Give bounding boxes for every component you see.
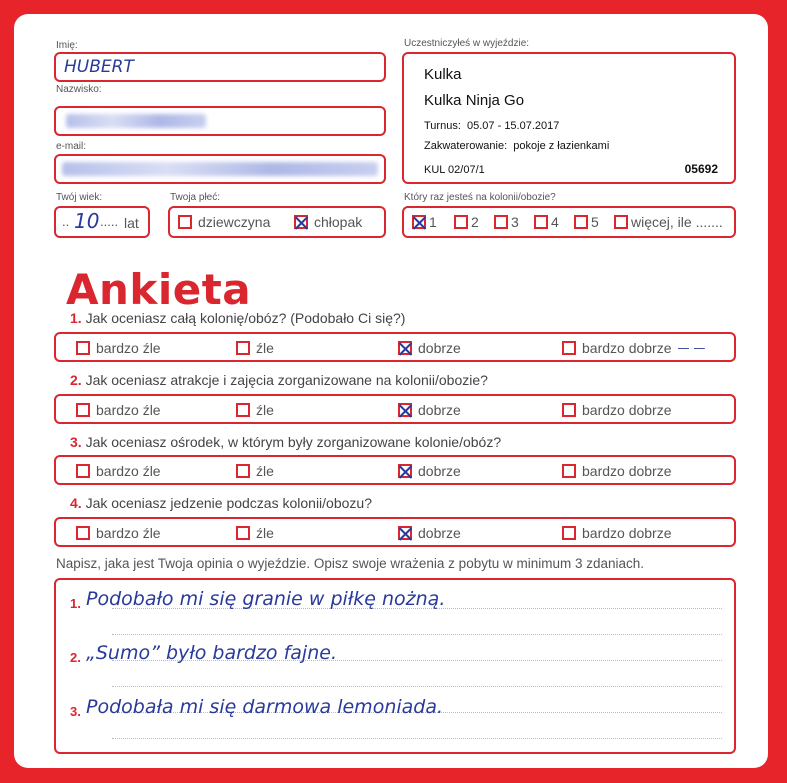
gender-option-boy[interactable]: chłopak (294, 214, 362, 230)
camp-org: Kulka (424, 66, 462, 83)
times-option-1[interactable]: 1 (412, 214, 437, 230)
option-very-bad[interactable]: bardzo źle (76, 463, 161, 479)
checkbox-icon[interactable] (76, 526, 90, 540)
form-sheet (14, 14, 768, 768)
comment-number-3: 3. (70, 704, 81, 719)
answer-row-2 (54, 394, 736, 424)
surname-label: Nazwisko: (56, 84, 102, 95)
opinion-prompt: Napisz, jaka jest Twoja opinia o wyjeździe. Opisz swoje wrażenia z pobytu w minimum 3 zdaniach. (56, 556, 645, 571)
camp-info-box (402, 52, 736, 184)
age-label: Twój wiek: (56, 192, 103, 203)
question-2: 2. Jak oceniasz atrakcje i zajęcia zorganizowane na kolonii/obozie? (70, 372, 488, 388)
checkbox-icon[interactable] (494, 215, 508, 229)
option-very-good[interactable]: bardzo dobrze (562, 402, 672, 418)
option-good[interactable]: dobrze (398, 463, 461, 479)
option-bad[interactable]: źle (236, 340, 274, 356)
option-very-good[interactable]: bardzo dobrze (562, 463, 672, 479)
question-1: 1. Jak oceniasz całą kolonię/obóz? (Podobało Ci się?) (70, 310, 406, 326)
opinion-box[interactable] (54, 578, 736, 754)
option-very-bad[interactable]: bardzo źle (76, 402, 161, 418)
option-bad[interactable]: źle (236, 525, 274, 541)
camp-label: Uczestniczyłeś w wyjeździe: (404, 38, 530, 49)
checkbox-icon[interactable] (236, 403, 250, 417)
name-label: Imię: (56, 40, 78, 51)
option-good[interactable]: dobrze (398, 340, 461, 356)
surname-field[interactable] (54, 106, 386, 136)
checkbox-icon[interactable] (76, 341, 90, 355)
camp-code: KUL 02/07/1 (424, 164, 485, 176)
answer-row-3 (54, 455, 736, 485)
writing-line (112, 634, 722, 635)
option-very-bad[interactable]: bardzo źle (76, 525, 161, 541)
checkbox-icon[interactable] (454, 215, 468, 229)
answer-row-4 (54, 517, 736, 547)
checkbox-icon[interactable] (534, 215, 548, 229)
times-option-5[interactable]: 5 (574, 214, 599, 230)
checked-checkbox-icon[interactable] (398, 341, 412, 355)
checkbox-icon[interactable] (236, 526, 250, 540)
checked-checkbox-icon[interactable] (412, 215, 426, 229)
camp-number: 05692 (684, 162, 718, 176)
camp-accommodation: Zakwaterowanie: pokoje z łazienkami (424, 140, 610, 152)
times-label: Który raz jesteś na kolonii/obozie? (404, 192, 556, 203)
checked-checkbox-icon[interactable] (398, 403, 412, 417)
comment-number-1: 1. (70, 596, 81, 611)
writing-line (112, 738, 722, 739)
email-field[interactable] (54, 154, 386, 184)
option-bad[interactable]: źle (236, 402, 274, 418)
option-very-bad[interactable]: bardzo źle (76, 340, 161, 356)
times-field[interactable] (402, 206, 736, 238)
checkbox-icon[interactable] (574, 215, 588, 229)
age-field[interactable] (54, 206, 150, 238)
question-3: 3. Jak oceniasz ośrodek, w którym były zorganizowane kolonie/obóz? (70, 434, 502, 450)
option-good[interactable]: dobrze (398, 525, 461, 541)
age-value: 10 (74, 209, 100, 233)
option-very-good[interactable]: bardzo dobrze — — (562, 340, 705, 356)
email-label: e-mail: (56, 141, 87, 152)
comment-2: „Sumo” było bardzo fajne. (86, 642, 337, 664)
times-option-more[interactable]: więcej, ile ....... (614, 214, 723, 230)
checkbox-icon[interactable] (562, 341, 576, 355)
checkbox-icon[interactable] (562, 464, 576, 478)
age-dots: .. (62, 214, 70, 229)
surname-redacted (66, 114, 206, 128)
comment-1: Podobało mi się granie w piłkę nożną. (86, 588, 446, 610)
option-bad[interactable]: źle (236, 463, 274, 479)
checked-checkbox-icon[interactable] (294, 215, 308, 229)
comment-number-2: 2. (70, 650, 81, 665)
email-redacted (62, 162, 378, 176)
name-field[interactable] (54, 52, 386, 82)
option-good[interactable]: dobrze (398, 402, 461, 418)
name-value: HUBERT (64, 57, 134, 77)
gender-field[interactable] (168, 206, 386, 238)
checkbox-icon[interactable] (236, 341, 250, 355)
page-title: Ankieta (66, 265, 252, 314)
camp-name: Kulka Ninja Go (424, 92, 525, 109)
checked-checkbox-icon[interactable] (398, 526, 412, 540)
gender-label: Twoja płeć: (170, 192, 221, 203)
times-option-4[interactable]: 4 (534, 214, 559, 230)
gender-option-girl[interactable]: dziewczyna (178, 214, 270, 230)
checkbox-icon[interactable] (562, 403, 576, 417)
times-option-3[interactable]: 3 (494, 214, 519, 230)
checkbox-icon[interactable] (178, 215, 192, 229)
comment-3: Podobała mi się darmowa lemoniada. (86, 696, 444, 718)
checkbox-icon[interactable] (562, 526, 576, 540)
times-option-2[interactable]: 2 (454, 214, 479, 230)
answer-row-1 (54, 332, 736, 362)
checked-checkbox-icon[interactable] (398, 464, 412, 478)
age-unit: lat (124, 215, 139, 231)
writing-line (112, 686, 722, 687)
checkbox-icon[interactable] (76, 464, 90, 478)
option-very-good[interactable]: bardzo dobrze (562, 525, 672, 541)
checkbox-icon[interactable] (614, 215, 628, 229)
age-dots-after: ..... (100, 214, 119, 229)
camp-turn: Turnus: 05.07 - 15.07.2017 (424, 120, 560, 132)
checkbox-icon[interactable] (76, 403, 90, 417)
checkbox-icon[interactable] (236, 464, 250, 478)
question-4: 4. Jak oceniasz jedzenie podczas kolonii/obozu? (70, 495, 372, 511)
